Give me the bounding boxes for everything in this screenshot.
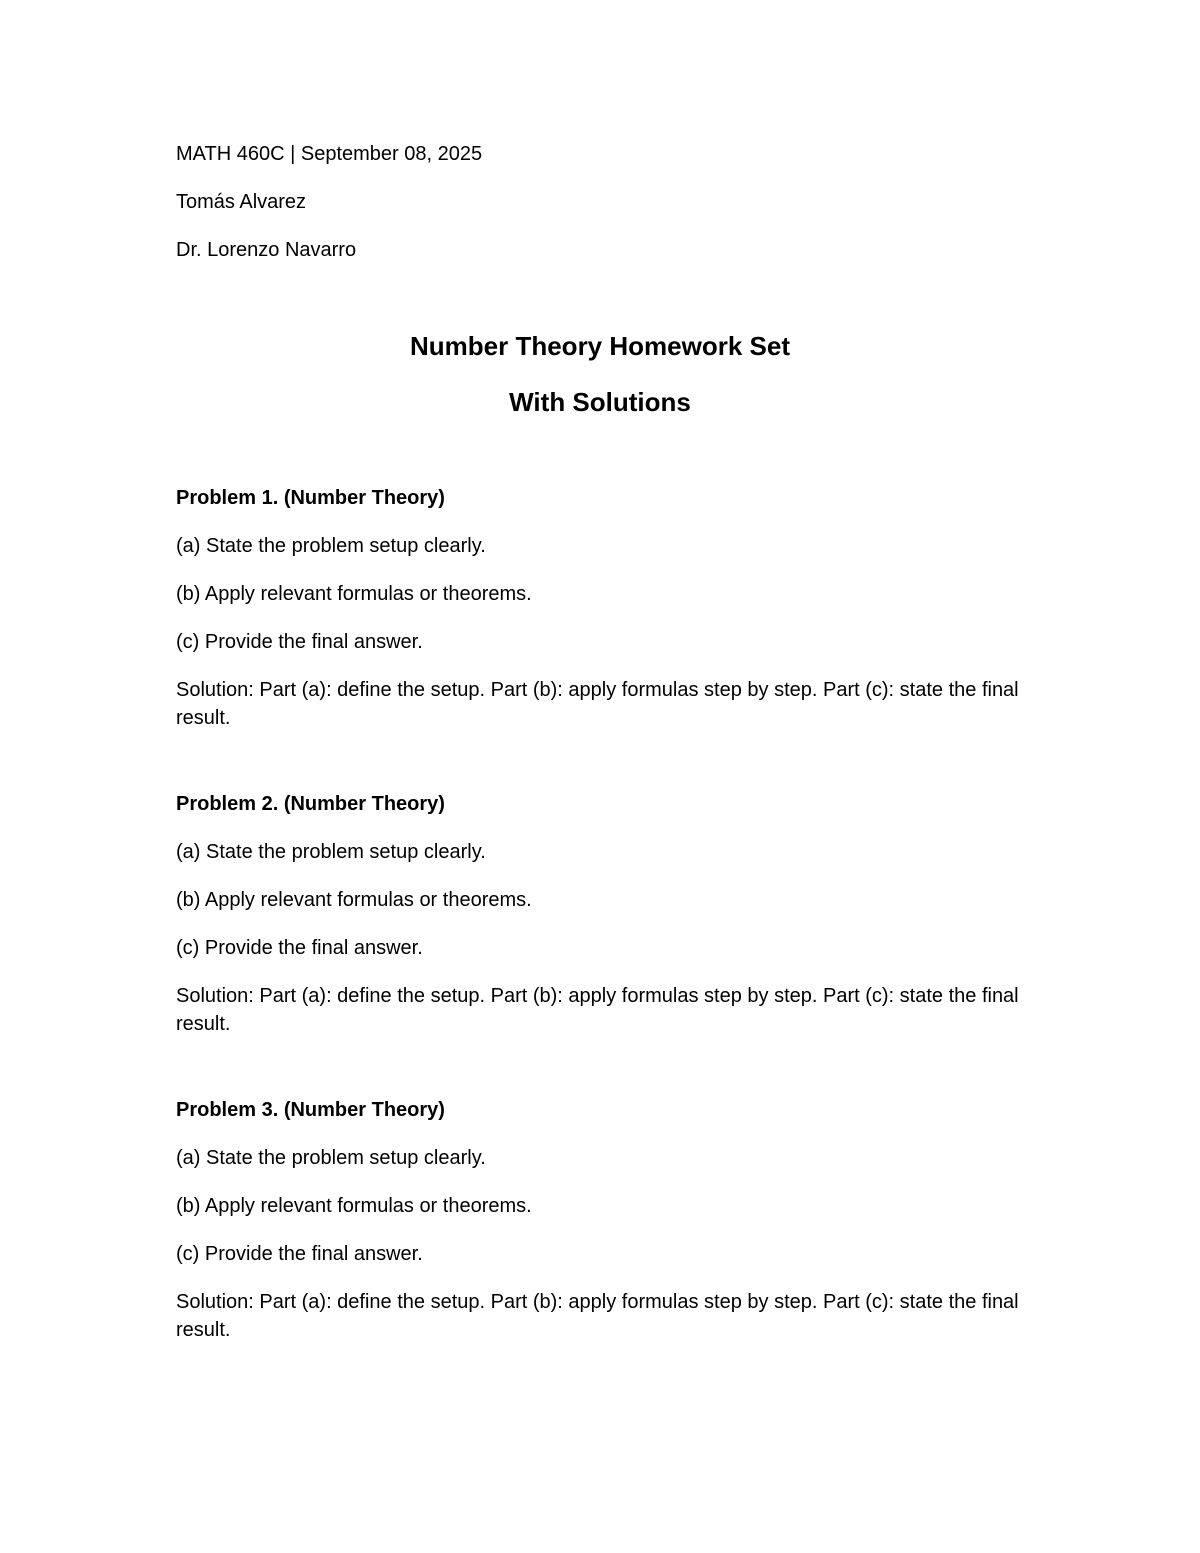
problem-part-a: (a) State the problem setup clearly. bbox=[176, 841, 486, 863]
problem-part-b: (b) Apply relevant formulas or theorems. bbox=[176, 1195, 532, 1217]
document-subtitle: With Solutions bbox=[509, 387, 691, 417]
student-name: Tomás Alvarez bbox=[176, 191, 307, 213]
problem-heading: Problem 1. (Number Theory) bbox=[176, 487, 445, 509]
problem-solution: Solution: Part (a): define the setup. Part (b): apply formulas step by step. Part (c): state the final result. bbox=[176, 985, 1019, 1035]
problem-3 bbox=[176, 1096, 1026, 1344]
problem-heading: Problem 3. (Number Theory) bbox=[176, 1099, 445, 1121]
problem-part-b: (b) Apply relevant formulas or theorems. bbox=[176, 889, 532, 911]
problem-solution: Solution: Part (a): define the setup. Part (b): apply formulas step by step. Part (c): state the final result. bbox=[176, 1291, 1019, 1341]
problem-1 bbox=[176, 484, 1026, 732]
instructor-name: Dr. Lorenzo Navarro bbox=[176, 239, 357, 261]
title-block bbox=[176, 330, 1026, 418]
course-date-line: MATH 460C | September 08, 2025 bbox=[176, 143, 483, 165]
problem-solution: Solution: Part (a): define the setup. Part (b): apply formulas step by step. Part (c): state the final result. bbox=[176, 679, 1019, 729]
problem-part-c: (c) Provide the final answer. bbox=[176, 1243, 423, 1265]
problem-2 bbox=[176, 790, 1026, 1038]
problem-part-a: (a) State the problem setup clearly. bbox=[176, 535, 486, 557]
problem-part-c: (c) Provide the final answer. bbox=[176, 631, 423, 653]
problem-heading: Problem 2. (Number Theory) bbox=[176, 793, 445, 815]
document-body bbox=[176, 140, 1026, 1402]
problem-part-b: (b) Apply relevant formulas or theorems. bbox=[176, 583, 532, 605]
problem-part-c: (c) Provide the final answer. bbox=[176, 937, 423, 959]
problem-part-a: (a) State the problem setup clearly. bbox=[176, 1147, 486, 1169]
document-title: Number Theory Homework Set bbox=[410, 331, 790, 361]
